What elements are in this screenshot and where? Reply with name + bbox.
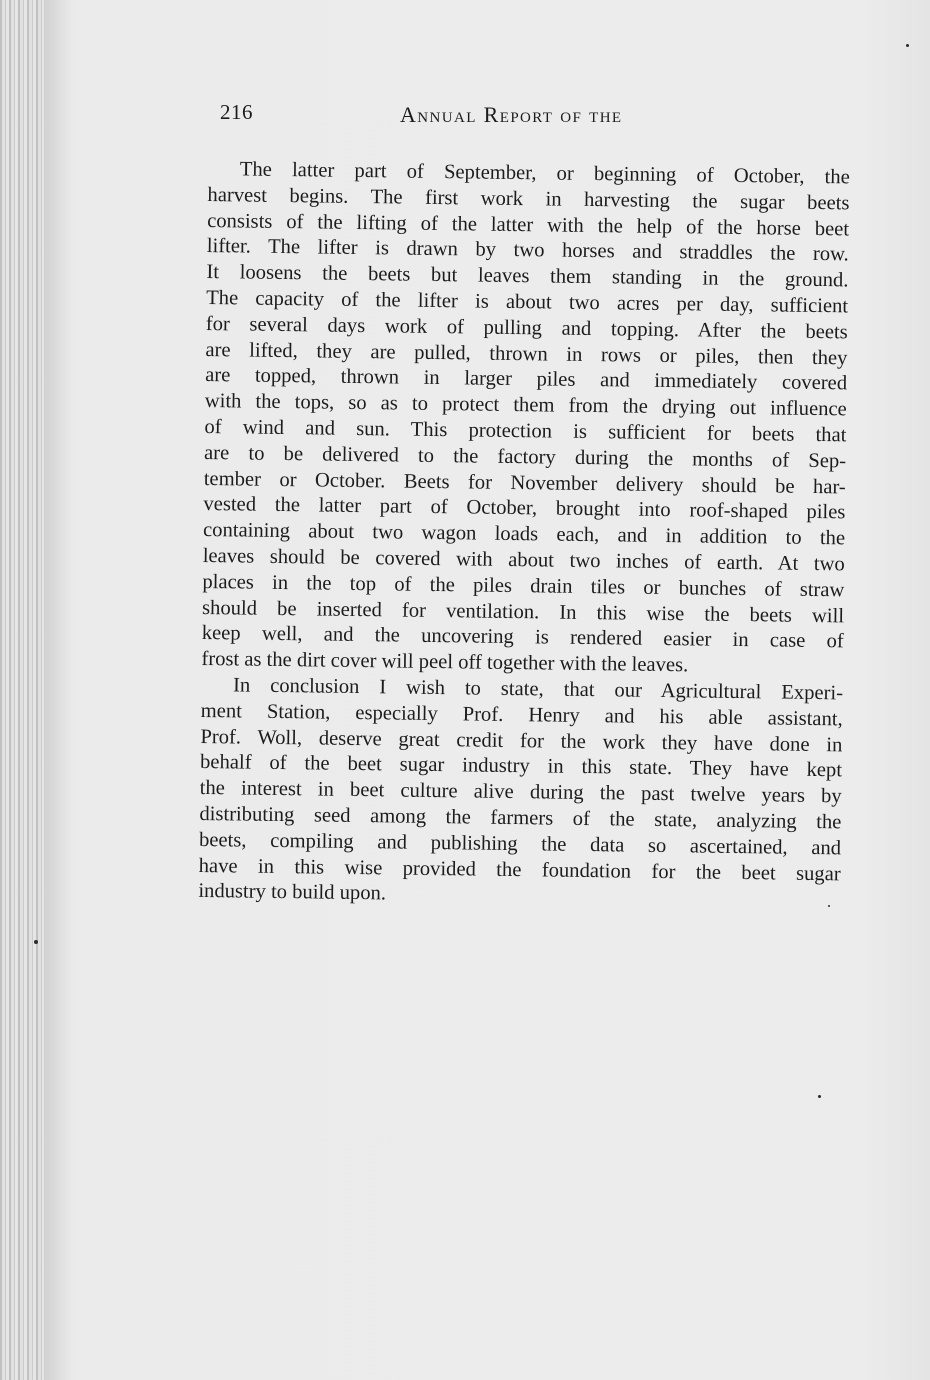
text-line: The capacity of the lifter is about two acres per day, sufficient bbox=[206, 286, 849, 318]
text-line: of wind and sun. This protection is sufficient for beets that bbox=[204, 415, 847, 447]
text-line: the interest in beet culture alive during the past twelve years by bbox=[199, 777, 842, 808]
text-line: harvest begins. The first work in harvesting the sugar beets bbox=[207, 183, 850, 215]
text-line: consists of the lifting of the latter with the help of the horse beet bbox=[207, 209, 850, 240]
print-speck bbox=[906, 44, 909, 47]
text-line: for several days work of pulling and topping. After the beets bbox=[205, 312, 848, 344]
text-line: It loosens the beets but leaves them standing in the ground. bbox=[206, 261, 849, 292]
text-line: places in the top of the piles drain tiles or bunches of straw bbox=[202, 570, 845, 602]
text-line: behalf of the beet sugar industry in this state. They have kept bbox=[199, 751, 843, 782]
text-line: should be inserted for ventilation. In this wise the beets will bbox=[201, 596, 845, 627]
running-title: Annual Report of the bbox=[400, 102, 623, 127]
text-line: frost as the dirt cover will peel off together with the leaves. bbox=[201, 648, 689, 677]
text-line: ment Station, especially Prof. Henry and his able assistant, bbox=[200, 699, 843, 731]
text-line: are to be delivered to the factory during the months of Sep- bbox=[203, 441, 847, 473]
body-text bbox=[198, 157, 850, 913]
text-line: In conclusion I wish to state, that our Agricultural Experi- bbox=[232, 674, 844, 705]
text-line: industry to build upon. bbox=[198, 880, 387, 905]
text-line: keep well, and the uncovering is rendered easier in case of bbox=[201, 622, 844, 653]
paragraph-conclusion bbox=[198, 673, 843, 914]
running-header bbox=[220, 100, 690, 140]
page-number: 216 bbox=[220, 100, 253, 124]
text-line: containing about two wagon loads each, and in addition to the bbox=[202, 519, 846, 550]
book-binding-edge bbox=[0, 0, 44, 1380]
text-line: have in this wise provided the foundation for the beet sugar bbox=[198, 854, 841, 885]
text-line: tember or October. Beets for November delivery should be har- bbox=[203, 467, 846, 498]
paragraph-harvest bbox=[201, 157, 850, 681]
text-line: vested the latter part of October, brought into roof-shaped piles bbox=[203, 493, 846, 524]
text-line: lifter. The lifter is drawn by two horses and straddles the row. bbox=[206, 235, 849, 266]
print-speck bbox=[828, 905, 830, 907]
text-line: Prof. Woll, deserve great credit for the work they have done in bbox=[200, 725, 843, 756]
print-speck bbox=[34, 940, 38, 944]
binding-shadow bbox=[44, 0, 74, 1380]
text-line: are topped, thrown in larger piles and immediately covered bbox=[204, 364, 848, 395]
text-line: leaves should be covered with about two inches of earth. At two bbox=[202, 544, 845, 576]
print-speck bbox=[818, 1095, 821, 1098]
text-line: are lifted, they are pulled, thrown in rows or piles, then they bbox=[205, 338, 848, 369]
text-line: with the tops, so as to protect them from the drying out influence bbox=[204, 390, 847, 421]
text-line: The latter part of September, or beginning of October, the bbox=[239, 158, 850, 189]
text-line: beets, compiling and publishing the data so ascertained, and bbox=[198, 828, 842, 860]
text-line: distributing seed among the farmers of the state, analyzing the bbox=[199, 802, 842, 834]
